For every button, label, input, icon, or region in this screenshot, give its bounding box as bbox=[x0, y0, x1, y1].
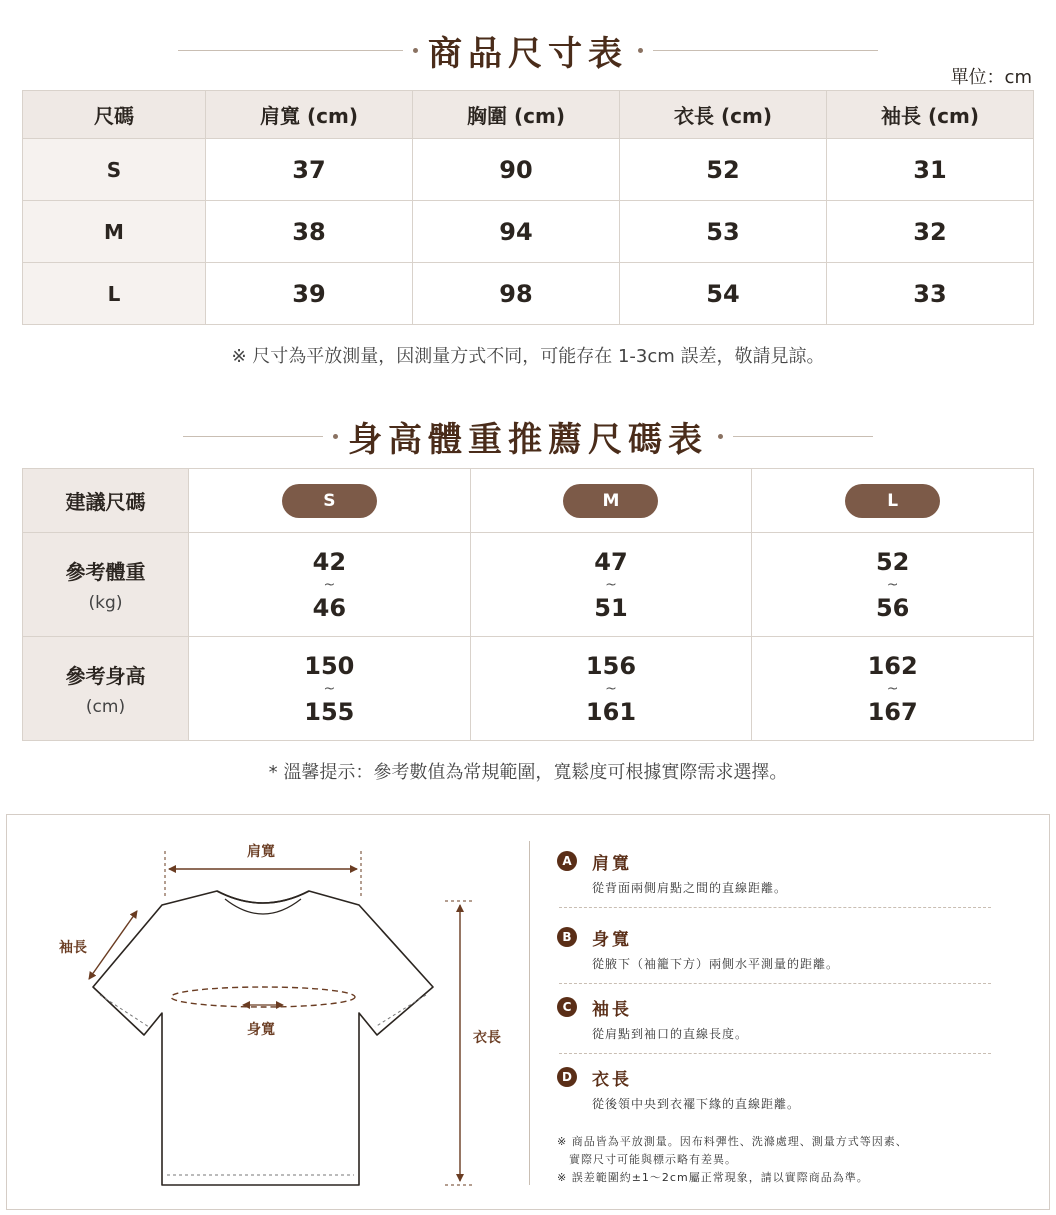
length-label: 衣長 bbox=[473, 1030, 501, 1046]
size-cell: L bbox=[23, 263, 206, 325]
tshirt-diagram-icon bbox=[7, 815, 527, 1211]
col-header: 胸圍 (cm) bbox=[413, 91, 620, 139]
unit-label: 單位：cm bbox=[950, 67, 1032, 88]
guide-footnote: 實際尺寸可能與標示略有差異。 bbox=[569, 1153, 737, 1166]
weight-unit: (kg) bbox=[88, 593, 123, 613]
recommend-title: 身高體重推薦尺碼表 bbox=[348, 420, 708, 460]
guide-item-name: 肩寬 bbox=[592, 854, 632, 874]
col-header: 袖長 (cm) bbox=[827, 91, 1034, 139]
value-cell: 31 bbox=[827, 139, 1034, 201]
range-max: 46 bbox=[312, 593, 347, 622]
table-row bbox=[23, 533, 1034, 637]
guide-item-desc: 從後領中央到衣襬下緣的直線距離。 bbox=[592, 1097, 801, 1111]
size-cell: S bbox=[23, 139, 206, 201]
weight-label: 參考體重 bbox=[65, 560, 146, 584]
dashed-separator bbox=[559, 983, 991, 984]
col-header: 衣長 (cm) bbox=[620, 91, 827, 139]
badge-b: B bbox=[557, 927, 577, 947]
range-cell bbox=[189, 637, 471, 741]
title-dot bbox=[718, 434, 723, 439]
range-min: 150 bbox=[304, 651, 355, 680]
chest-label: 身寬 bbox=[247, 1022, 275, 1038]
title-dot bbox=[638, 48, 643, 53]
title-line-right bbox=[733, 436, 873, 437]
range-max: 161 bbox=[585, 697, 637, 726]
range-tilde: ~ bbox=[605, 576, 617, 593]
guide-item-desc: 從背面兩側肩點之間的直線距離。 bbox=[592, 881, 788, 895]
dashed-separator bbox=[559, 1053, 991, 1054]
size-table bbox=[22, 90, 1034, 325]
recommend-note: * 溫馨提示：參考數值為常規範圍，寬鬆度可根據實際需求選擇。 bbox=[268, 762, 788, 783]
value-cell: 52 bbox=[620, 139, 827, 201]
row-header bbox=[23, 637, 189, 741]
table-row bbox=[23, 469, 1034, 533]
recommend-title-row bbox=[0, 412, 1056, 461]
value-cell: 32 bbox=[827, 201, 1034, 263]
guide-footnote: ※ 誤差範圍約±1～2cm屬正常現象，請以實際商品為準。 bbox=[557, 1171, 869, 1184]
size-note: ※ 尺寸為平放測量，因測量方式不同，可能存在 1-3cm 誤差，敬請見諒。 bbox=[231, 346, 825, 367]
range-tilde: ~ bbox=[323, 680, 336, 697]
row-header: 建議尺碼 bbox=[23, 469, 189, 533]
range-min: 162 bbox=[867, 651, 918, 680]
range-max: 167 bbox=[867, 697, 918, 726]
value-cell: 54 bbox=[620, 263, 827, 325]
table-row bbox=[23, 637, 1034, 741]
guide-item-desc: 從肩點到袖口的直線長度。 bbox=[592, 1027, 749, 1041]
range-cell bbox=[752, 637, 1034, 741]
title-dot bbox=[333, 434, 338, 439]
guide-item-name: 身寬 bbox=[592, 930, 632, 950]
row-header bbox=[23, 533, 189, 637]
value-cell: 98 bbox=[413, 263, 620, 325]
table-row bbox=[23, 201, 1034, 263]
measurement-guide bbox=[6, 814, 1050, 1210]
title-dot bbox=[413, 48, 418, 53]
size-pill-l: L bbox=[845, 484, 940, 518]
range-tilde: ~ bbox=[605, 680, 617, 697]
size-pill-s: S bbox=[282, 484, 377, 518]
size-chart-title-row bbox=[0, 26, 1056, 75]
badge-a: A bbox=[557, 851, 577, 871]
range-tilde: ~ bbox=[886, 576, 899, 593]
range-max: 56 bbox=[875, 593, 910, 622]
dashed-separator bbox=[559, 907, 991, 908]
range-tilde: ~ bbox=[886, 680, 899, 697]
range-min: 156 bbox=[585, 651, 637, 680]
shoulder-label: 肩寬 bbox=[247, 844, 275, 860]
value-cell: 39 bbox=[206, 263, 413, 325]
range-max: 51 bbox=[594, 593, 628, 622]
range-cell bbox=[189, 533, 471, 637]
badge-d: D bbox=[557, 1067, 577, 1087]
range-cell bbox=[470, 533, 752, 637]
col-header: 尺碼 bbox=[23, 91, 206, 139]
sleeve-label: 袖長 bbox=[59, 940, 87, 956]
table-row bbox=[23, 263, 1034, 325]
title-line-left bbox=[183, 436, 323, 437]
range-min: 52 bbox=[875, 547, 910, 576]
guide-footnote: ※ 商品皆為平放測量。因布料彈性、洗滌處理、測量方式等因素、 bbox=[557, 1135, 908, 1148]
range-cell bbox=[470, 637, 752, 741]
table-row bbox=[23, 139, 1034, 201]
range-tilde: ~ bbox=[323, 576, 336, 593]
guide-item-name: 衣長 bbox=[592, 1070, 632, 1090]
value-cell: 90 bbox=[413, 139, 620, 201]
size-table-header bbox=[23, 91, 1034, 139]
value-cell: 33 bbox=[827, 263, 1034, 325]
guide-item-name: 袖長 bbox=[592, 1000, 632, 1020]
value-cell: 38 bbox=[206, 201, 413, 263]
size-pill-m: M bbox=[563, 484, 658, 518]
height-unit: (cm) bbox=[85, 697, 126, 717]
value-cell: 37 bbox=[206, 139, 413, 201]
guide-divider bbox=[529, 841, 530, 1185]
range-min: 47 bbox=[594, 547, 628, 576]
col-header: 肩寬 (cm) bbox=[206, 91, 413, 139]
size-chart-title: 商品尺寸表 bbox=[428, 34, 628, 74]
title-line-right bbox=[653, 50, 878, 51]
title-line-left bbox=[178, 50, 403, 51]
recommend-table bbox=[22, 468, 1034, 741]
height-label: 參考身高 bbox=[65, 664, 146, 688]
value-cell: 94 bbox=[413, 201, 620, 263]
range-cell bbox=[752, 533, 1034, 637]
range-max: 155 bbox=[304, 697, 355, 726]
guide-item-desc: 從腋下（袖籠下方）兩側水平測量的距離。 bbox=[592, 957, 840, 971]
range-min: 42 bbox=[312, 547, 347, 576]
value-cell: 53 bbox=[620, 201, 827, 263]
size-cell: M bbox=[23, 201, 206, 263]
badge-c: C bbox=[557, 997, 577, 1017]
